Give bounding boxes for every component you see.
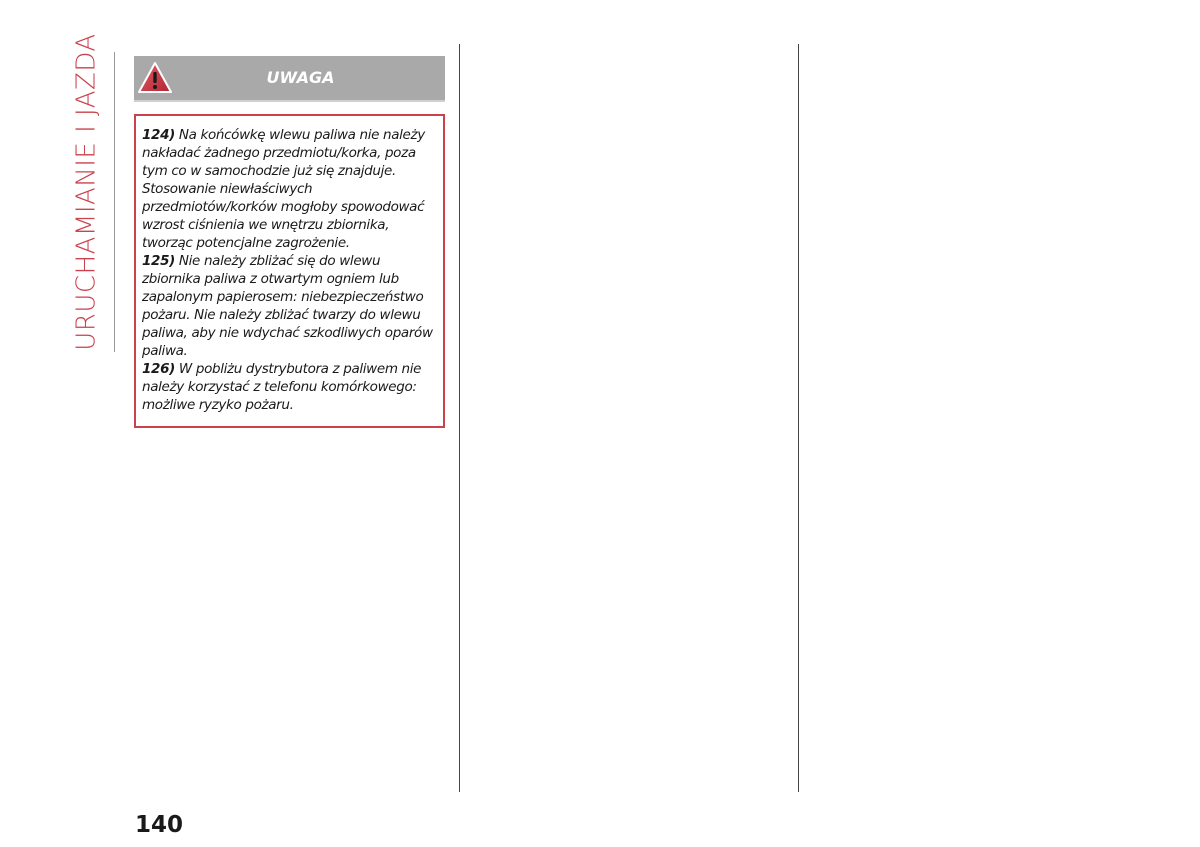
column-divider-1 xyxy=(459,44,460,792)
warning-item-number: 125) xyxy=(142,253,175,269)
side-divider xyxy=(114,52,115,352)
warning-item xyxy=(142,360,440,414)
warning-item xyxy=(142,126,440,252)
column-divider-2 xyxy=(798,44,799,792)
warning-box xyxy=(134,114,445,428)
warning-title: UWAGA xyxy=(266,68,335,87)
warning-item-text: Nie należy zbliżać się do wlewu zbiornika paliwa z otwartym ogniem lub zapalonym papierosem: niebezpieczeństwo pożaru. Nie należy zbliżać twarzy do wlewu paliwa, aby nie wdychać szkodliwych oparów paliwa. xyxy=(142,253,433,359)
warning-item xyxy=(142,252,440,360)
warning-header xyxy=(134,56,445,102)
warning-item-number: 124) xyxy=(142,127,175,143)
warning-item-text: W pobliżu dystrybutora z paliwem nie należy korzystać z telefonu komórkowego: możliwe ryzyko pożaru. xyxy=(142,361,422,413)
section-side-title xyxy=(68,33,106,351)
warning-body xyxy=(142,126,440,414)
page-number: 140 xyxy=(135,812,184,838)
warning-item-text: Na końcówkę wlewu paliwa nie należy nakładać żadnego przedmiotu/korka, poza tym co w samochodzie już się znajduje. Stosowanie niewłaściwych przedmiotów/korków mogłoby spowodować wzrost ciśnienia we wnętrzu zbiornika, tworząc potencjalne zagrożenie. xyxy=(142,127,425,251)
warning-item-number: 126) xyxy=(142,361,175,377)
section-title-text: URUCHAMIANIE I JAZDA xyxy=(72,33,102,351)
